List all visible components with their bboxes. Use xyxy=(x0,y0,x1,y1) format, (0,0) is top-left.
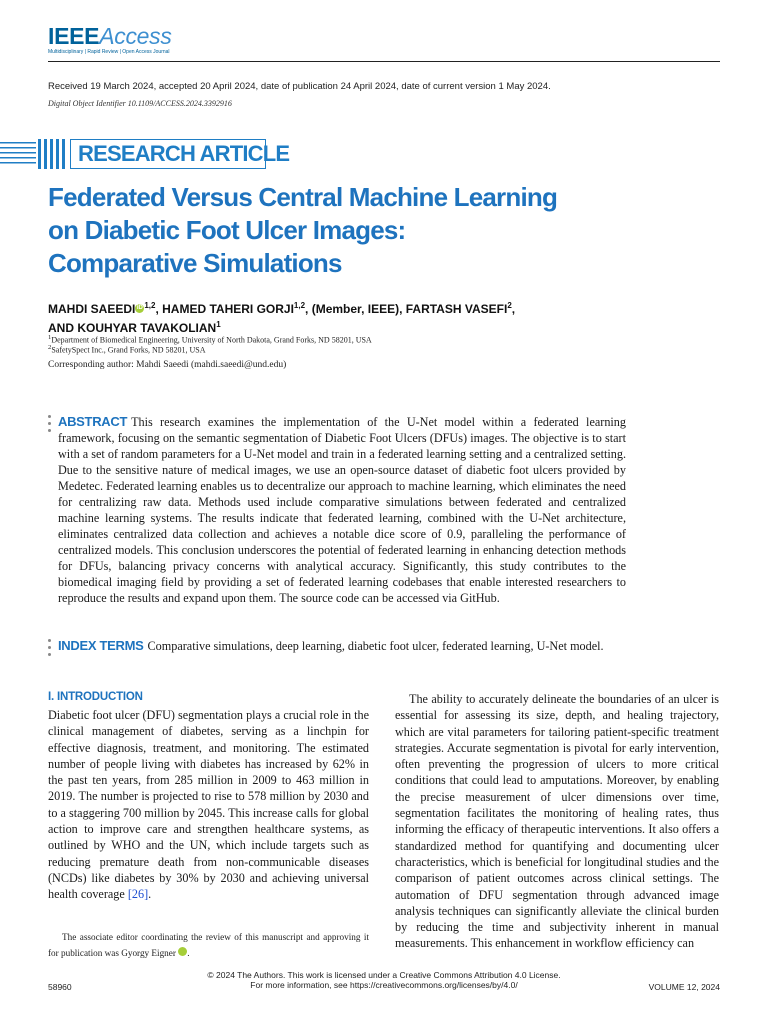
author-4: AND KOUHYAR TAVAKOLIAN xyxy=(48,321,217,335)
affiliation-2: $^2$SafetySpect Inc., Grand Forks, ND 58201, USA xyxy=(48,344,206,355)
intro-column-2: The ability to accurately delineate the boundaries of an ulcer is essential for assessing its size, depth, and healing trajectory, which are vital parameters for tailoring patient-specific treatment strategies. Accurate segmentation is pivotal for early intervention, often preventing the progression of ulcers to more critical conditions that could lead to amputations. Moreover, by enabling the precise measurement of ulcer dimensions over time, segmentation facilitates the monitoring of healing rates, thus informing the efficacy of therapeutic interventions. It also offers a standardized method for quantifying and documenting ulcer characteristics, which is beneficial for longitudinal studies and the comparison of patient outcomes across clinical settings. The automation of DFU segmentation through advanced image analysis techniques can significantly alleviate the clinical burden by reducing the time and subjectivity inherent in manual measurements. This enhancement in workflow efficiency can xyxy=(395,692,719,951)
author-list xyxy=(48,298,720,336)
abstract-label: ABSTRACT xyxy=(58,414,128,429)
orcid-icon[interactable]: iD xyxy=(136,305,143,311)
logo-access: Access xyxy=(99,23,172,49)
journal-logo xyxy=(48,24,172,55)
author-1-affil: 1,2 xyxy=(144,301,156,310)
index-terms-text: Comparative simulations, deep learning, diabetic foot ulcer, federated learning, U-Net model. xyxy=(147,639,604,653)
corresponding-author: Corresponding author: Mahdi Saeedi (mahdi.saeedi@und.edu) xyxy=(48,360,287,370)
author-2-affil: 1,2 xyxy=(293,301,306,310)
title-line-2: on Diabetic Foot Ulcer Images: xyxy=(48,215,406,245)
citation-link[interactable]: [26] xyxy=(127,887,149,902)
page-number: 58960 xyxy=(48,982,72,992)
author-4-affil: 1 xyxy=(216,320,221,329)
index-terms-label: INDEX TERMS xyxy=(58,638,144,653)
intro-paragraph-1: Diabetic foot ulcer (DFU) segmentation plays a crucial role in the clinical management of diabetes, serving as a linchpin for effective diagnosis, treatment, and monitoring. The estimated number of people living with diabetes has increased by 62% in the past ten years, from 285 million in 2009 to 463 million in 2019. The number is projected to rise to 578 million by 2030 and to a staggering 700 million by 2045. This increase calls for global action to improve care and strengthen healthcare systems, as outlined by WHO and the UN, which include targets such as reducing premature death from non-communicable diseases (NCDs) like diabetes by 30% by 2030 and achieving universal health coverage xyxy=(48,708,369,902)
abstract-dots-icon xyxy=(48,415,52,436)
index-terms xyxy=(58,638,626,654)
section-heading-introduction: I. INTRODUCTION xyxy=(48,691,143,703)
volume-label: VOLUME 12, 2024 xyxy=(648,982,720,992)
license-line-2[interactable]: For more information, see https://creativecommons.org/licenses/by/4.0/ xyxy=(250,980,518,990)
license-line-1: © 2024 The Authors. This work is licensed under a Creative Commons Attribution 4.0 License. xyxy=(207,970,561,980)
author-sep: , xyxy=(511,302,516,316)
header-rule xyxy=(48,61,720,62)
paper-title xyxy=(48,181,608,280)
title-line-1: Federated Versus Central Machine Learning xyxy=(48,182,558,212)
banner-bars-icon xyxy=(0,139,66,169)
received-dates: Received 19 March 2024, accepted 20 April 2024, date of publication 24 April 2024, date of current version 1 May 2024. xyxy=(48,81,551,92)
author-3: , (Member, IEEE), FARTASH VASEFI xyxy=(305,302,508,316)
research-article-label: RESEARCH ARTICLE xyxy=(78,141,290,166)
logo-tagline: Multidisciplinary | Rapid Review | Open Access Journal xyxy=(48,49,170,55)
logo-ieee: IEEE xyxy=(48,23,100,49)
author-3-affil: 2 xyxy=(507,301,512,310)
intro-column-1: Diabetic foot ulcer (DFU) segmentation plays a crucial role in the clinical management of diabetes, serving as a linchpin for effective diagnosis, treatment, and monitoring. The estimated number of people living with diabetes has increased by 62% in the past ten years, from 285 million in 2009 to 463 million in 2019. The number is projected to rise to 578 million by 2030 and to a staggering 700 million by 2045. This increase calls for global action to improve care and strengthen healthcare systems, as outlined by WHO and the UN, which include targets such as reducing premature death from non-communicable diseases (NCDs) like diabetes by 30% by 2030 and achieving universal health coverage [26]. xyxy=(48,708,369,902)
author-1: MAHDI SAEEDI xyxy=(48,302,136,316)
doi-link[interactable]: Digital Object Identifier 10.1109/ACCESS.2024.3392916 xyxy=(48,99,232,108)
abstract xyxy=(58,414,626,606)
abstract-text: This research examines the implementation of the U-Net model within a federated learning framework, focusing on the semantic segmentation of Diabetic Foot Ulcers (DFUs) images. The objective is to start with a set of random parameters for a U-Net model and train in a federated learning setting and a centralized setting. Due to the sensitive nature of medical images, we use an open-source dataset of diabetic foot ulcers provided by Medetec. Federated learning enables us to decentralize our approach to machine learning, which eliminates the need for centralizing raw data. Methods used include comparative simulations between federated and centralized machine learning systems. The results indicate that federated learning, combined with the U-Net architecture, eliminates centralized data collection and achieves a notable dice score of 0.9, paralleling the performance of centralized models. This conclusion underscores the potential of federated learning in enhancing detection methods for DFUs, balancing privacy concerns with analytical accuracy. Significantly, this study contributes to the biomedical imaging field by providing a set of federated learning codebases that enable interested researchers to reproduce the results and expand upon them. The source code can be accessed via GitHub. xyxy=(58,415,626,605)
index-terms-dots-icon xyxy=(48,639,52,660)
title-line-3: Comparative Simulations xyxy=(48,248,342,278)
orcid-icon-editor[interactable]: iD xyxy=(178,947,187,956)
editor-footnote: The associate editor coordinating the review of this manuscript and approving it for publication was Gyorgy Eigner iD. xyxy=(48,932,369,958)
affiliation-1: $^1$Department of Biomedical Engineering, University of North Dakota, Grand Forks, ND 58201, USA xyxy=(48,334,372,345)
author-2: , HAMED TAHERI GORJI xyxy=(155,302,294,316)
